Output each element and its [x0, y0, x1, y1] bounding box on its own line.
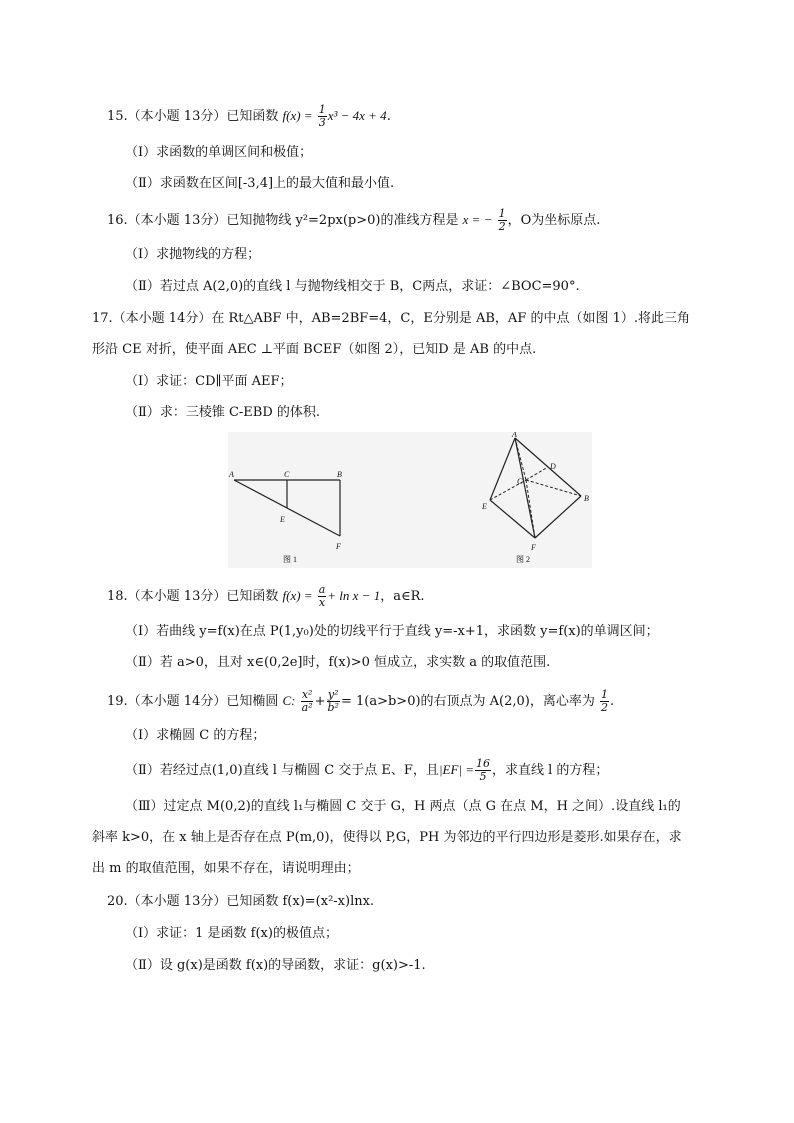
q18-fx: f(x) = — [282, 588, 313, 603]
fig2-label-f: F — [531, 543, 536, 552]
q19-stem — [107, 689, 614, 714]
q19-part3-line2: 斜率 k>0，在 x 轴上是否存在点 P(m,0)，使得以 P,G，PH 为邻边的平行四边形是菱形.如果存在，求 — [92, 830, 682, 845]
q19-plus: + — [314, 694, 326, 709]
q20-part2: （Ⅱ）设 g(x)是函数 f(x)的导函数，求证：g(x)>-1. — [125, 958, 426, 973]
fig2-label-b: B — [584, 494, 589, 503]
q16-xeq: x = − — [462, 212, 493, 227]
fig2-label-e: E — [482, 502, 487, 511]
figure-2 — [481, 432, 589, 564]
q15-tail: x³ − 4x + 4 — [327, 108, 387, 123]
q19-end: . — [610, 694, 615, 709]
q16-lead: 16.（本小题 13分）已知抛物线 y²=2px(p>0)的准线方程是 — [107, 213, 459, 228]
q18-tail: + ln x − 1 — [327, 588, 381, 603]
q16-fraction: $\frac{1}{2}$ — [498, 207, 506, 233]
q15-end: . — [386, 109, 391, 124]
q19-mid: = 1(a>b>0)的右顶点为 A(2,0)，离心率为 — [340, 694, 595, 709]
q19-part2 — [125, 758, 608, 783]
fig1-label-a: A — [229, 470, 234, 479]
q18-end: ，a∈R. — [380, 589, 425, 604]
q19-part2-ef: |EF| = — [438, 762, 474, 777]
q19-c: C: — [282, 693, 296, 708]
q19-lead: 19.（本小题 14分）已知椭圆 — [107, 694, 279, 709]
q20-stem: 20.（本小题 13分）已知函数 f(x)=(x²-x)lnx. — [107, 894, 375, 909]
q17-stem-line1: 17.（本小题 14分）在 Rt△ABF 中，AB=2BF=4，C，E分别是 AB，AF 的中点（如图 1）.将此三角 — [92, 311, 691, 326]
q19-fraction-y: $\frac{\text{y²}}{\text{b²}}$ — [327, 688, 339, 714]
fig2-caption: 图 2 — [516, 555, 530, 564]
q16-part2: （Ⅱ）若过点 A(2,0)的直线 l 与抛物线相交于 B，C两点，求证：∠BOC=90°. — [125, 279, 580, 294]
q15-lead: 15.（本小题 13分）已知函数 — [107, 109, 279, 124]
fig2-label-d: D — [550, 462, 556, 471]
q19-fraction-x: $\frac{\text{x²}}{\text{a²}}$ — [301, 688, 313, 714]
q18-part2: （Ⅱ）若 a>0，且对 x∈(0,2e]时，f(x)>0 恒成立，求实数 a 的取值范围. — [125, 655, 551, 670]
q18-lead: 18.（本小题 13分）已知函数 — [107, 589, 279, 604]
q19-part3-line1: （Ⅲ）过定点 M(0,2)的直线 l₁与椭圆 C 交于 G，H 两点（点 G 在点 M，H 之间）.设直线 l₁的 — [125, 799, 681, 814]
q18-part1: （Ⅰ）若曲线 y=f(x)在点 P(1,y₀)处的切线平行于直线 y=-x+1，求函数 y=f(x)的单调区间； — [125, 624, 659, 639]
q15-fx: f(x) = — [282, 108, 313, 123]
q16-part1: （Ⅰ）求抛物线的方程； — [125, 247, 261, 262]
fig1-label-c: C — [284, 470, 290, 479]
fig1-label-b: B — [337, 470, 342, 479]
q17-part1: （Ⅰ）求证：CD∥平面 AEF； — [125, 374, 293, 389]
q19-part1: （Ⅰ）求椭圆 C 的方程； — [125, 728, 266, 743]
figure-1 — [228, 470, 342, 564]
q15-part1: （Ⅰ）求函数的单调区间和极值； — [125, 145, 313, 160]
q17-figures — [228, 432, 592, 568]
q19-part3-line3: 出 m 的取值范围，如果不存在，请说明理由； — [92, 861, 360, 876]
fig2-label-c: C — [517, 477, 523, 486]
q15-part2: （Ⅱ）求函数在区间[-3,4]上的最大值和最小值. — [125, 176, 395, 191]
q19-part2-lead: （Ⅱ）若经过点(1,0)直线 l 与椭圆 C 交于点 E、F，且 — [125, 763, 439, 778]
q19-part2-fraction: $\frac{16}{5}$ — [476, 757, 490, 783]
q18-fraction: $\frac{a}{x}$ — [318, 583, 326, 609]
q15-stem — [107, 104, 391, 129]
fig1-label-e: E — [280, 515, 285, 524]
q16-stem — [107, 208, 600, 233]
fig2-label-a: A — [512, 432, 517, 439]
q17-stem-line2: 形沿 CE 对折，使平面 AEC ⊥平面 BCEF（如图 2），已知D 是 AB 的中点. — [92, 342, 537, 357]
q17-figures-svg — [228, 432, 592, 568]
q19-part2-tail: ，求直线 l 的方程； — [492, 763, 609, 778]
q18-stem — [107, 584, 425, 609]
fig1-label-f: F — [336, 542, 341, 551]
q15-fraction: $\frac{1}{3}$ — [318, 103, 326, 129]
q20-part1: （Ⅰ）求证：1 是函数 f(x)的极值点； — [125, 926, 338, 941]
q19-fraction-e: $\frac{1}{2}$ — [601, 688, 609, 714]
q16-tail: ，O为坐标原点. — [507, 213, 601, 228]
q17-part2: （Ⅱ）求：三棱锥 C-EBD 的体积. — [125, 405, 321, 420]
fig1-caption: 图 1 — [283, 555, 297, 564]
